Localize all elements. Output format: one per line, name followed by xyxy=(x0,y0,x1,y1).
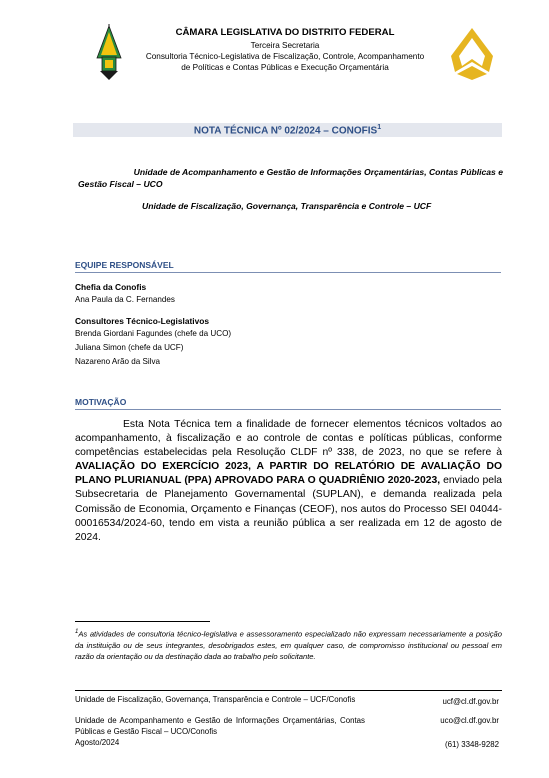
footnote-rule xyxy=(75,621,210,622)
consultores-label: Consultores Técnico-Legislativos xyxy=(75,316,210,326)
unit-uco-line1: Unidade de Acompanhamento e Gestão de Informações Orçamentárias, Contas Públicas e xyxy=(133,167,503,177)
note-title: NOTA TÉCNICA Nº 02/2024 – CONOFIS$^1$ xyxy=(193,124,382,137)
footnote-marker: 1 xyxy=(75,629,79,635)
section-rule xyxy=(75,272,501,273)
unit-ucf: Unidade de Fiscalização, Governança, Transparência e Controle – UCF xyxy=(142,201,432,211)
footer-email-uco[interactable]: uco@cl.df.gov.br xyxy=(440,716,499,725)
unit-uco-line2: Gestão Fiscal – UCO xyxy=(78,179,163,189)
note-title-footnote-marker: 1 xyxy=(377,124,382,131)
footer-unit-uco: Unidade de Acompanhamento e Gestão de Informações Orçamentárias, Contas Públicas e Gestão Fiscal – UCO/Conofis xyxy=(75,716,365,736)
header-secretaria: Terceira Secretaria xyxy=(250,41,320,50)
cldf-logo-icon xyxy=(449,26,495,82)
header-consultoria-line2: de Políticas e Contas Públicas e Execução Orçamentária xyxy=(181,63,389,72)
motivation-text-start: Esta Nota Técnica tem a finalidade de fornecer elementos técnicos voltados ao acompanhamento, à fiscalização e ao controle de contas e políticas públicas, conforme competências estabelecidas pela Resolução CLDF nº 338, de 2023, no que se refere à xyxy=(75,419,502,459)
header-consultoria-line1: Consultoria Técnico-Legislativa de Fiscalização, Controle, Acompanhamento xyxy=(145,52,425,61)
footer-unit-ucf: Unidade de Fiscalização, Governança, Transparência e Controle – UCF/Conofis xyxy=(75,695,356,704)
motivation-paragraph xyxy=(75,418,502,545)
footnote-text: As atividades de consultoria técnico-legislativa e assessoramento especializado não expressam necessariamente a posição da instituição ou de seus integrantes, desobrigados estes, em qualquer caso, de compromisso institucional ou pessoal em razão da orientação ou da destinação dada ao trabalho pelo solicitante. xyxy=(75,629,502,662)
motivation-text-emphasis: AVALIAÇÃO DO EXERCÍCIO 2023, A PARTIR DO RELATÓRIO DE AVALIAÇÃO DO PLANO PLURIANUAL (PPA) APROVADO PARA O QUADRIÊNIO 2020-2023, xyxy=(75,461,502,487)
consultor-item: Juliana Simon (chefe da UCF) xyxy=(75,343,184,352)
consultor-item: Brenda Giordani Fagundes (chefe da UCO) xyxy=(75,329,232,338)
motivation-text-end: enviado pela Subsecretaria de Planejamento Governamental (SUPLAN), e demanda realizada pela Comissão de Economia, Orçamento e Finanças (CEOF), nos autos do Processo SEI 04044-00016534/2024-60, tendo em vista a reunião pública a ser realizada em 12 de agosto de 2024. xyxy=(75,475,503,543)
footer-phone: (61) 3348-9282 xyxy=(445,740,499,749)
section-heading-team: EQUIPE RESPONSÁVEL xyxy=(75,260,174,270)
section-rule xyxy=(75,409,501,410)
header-title: CÂMARA LEGISLATIVA DO DISTRITO FEDERAL xyxy=(175,27,395,38)
consultor-item: Nazareno Arão da Silva xyxy=(75,357,161,366)
footer-date: Agosto/2024 xyxy=(75,738,120,747)
chefia-label: Chefia da Conofis xyxy=(75,282,147,292)
footer-email-ucf[interactable]: ucf@cl.df.gov.br xyxy=(442,697,499,706)
chefia-name: Ana Paula da C. Fernandes xyxy=(75,295,175,304)
footer-rule xyxy=(75,690,502,691)
section-heading-motivation: MOTIVAÇÃO xyxy=(75,397,127,407)
footnote xyxy=(75,627,502,662)
